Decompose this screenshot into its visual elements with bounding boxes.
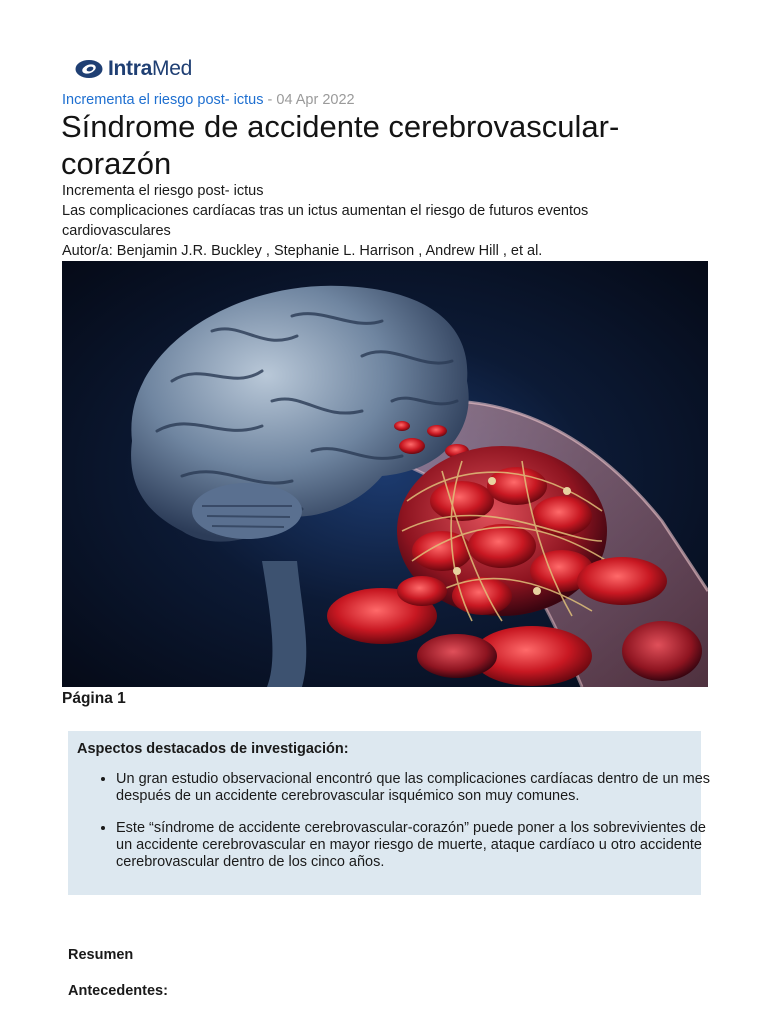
logo-wordmark: IntraMed — [108, 57, 192, 80]
page-title: Síndrome de accidente cerebrovascular-corazón — [61, 109, 620, 181]
intramed-logo-icon — [74, 58, 104, 80]
article-subtitle: Incrementa el riesgo post- ictus — [62, 183, 264, 199]
list-item: • Este “síndrome de accidente cerebrovascular-corazón” puede poner a los sobrevivientes de un accidente cerebrovascular en mayor riesgo de muerte, ataque cardíaco u otro accidente cerebrovascular dentro de los cinco años. — [116, 820, 716, 871]
breadcrumb-separator: - — [263, 92, 277, 108]
research-highlights-box — [68, 731, 711, 895]
list-item: • Un gran estudio observacional encontró que las complicaciones cardíacas dentro de un mes después de un accidente cerebrovascular isquémico son muy comunes. — [116, 771, 716, 805]
article-meta — [62, 181, 682, 261]
section-heading-resumen: Resumen — [68, 947, 134, 963]
highlights-title: Aspectos destacados de investigación: — [77, 741, 349, 757]
breadcrumb — [62, 92, 355, 108]
brain-blood-clot-illustration — [62, 261, 708, 687]
publish-date: 04 Apr 2022 — [276, 92, 355, 108]
hero-image — [62, 261, 708, 687]
intramed-logo[interactable] — [74, 57, 192, 81]
article-summary: Las complicaciones cardíacas tras un ictus aumentan el riesgo de futuros eventos cardiovasculares — [62, 203, 589, 239]
section-heading-antecedentes: Antecedentes: — [68, 983, 168, 999]
breadcrumb-link[interactable]: Incrementa el riesgo post- ictus — [62, 92, 264, 108]
page-number-label: Página 1 — [62, 690, 126, 707]
article-authors: Autor/a: Benjamin J.R. Buckley , Stephanie L. Harrison , Andrew Hill , et al. — [62, 243, 543, 259]
highlights-list — [88, 771, 716, 886]
